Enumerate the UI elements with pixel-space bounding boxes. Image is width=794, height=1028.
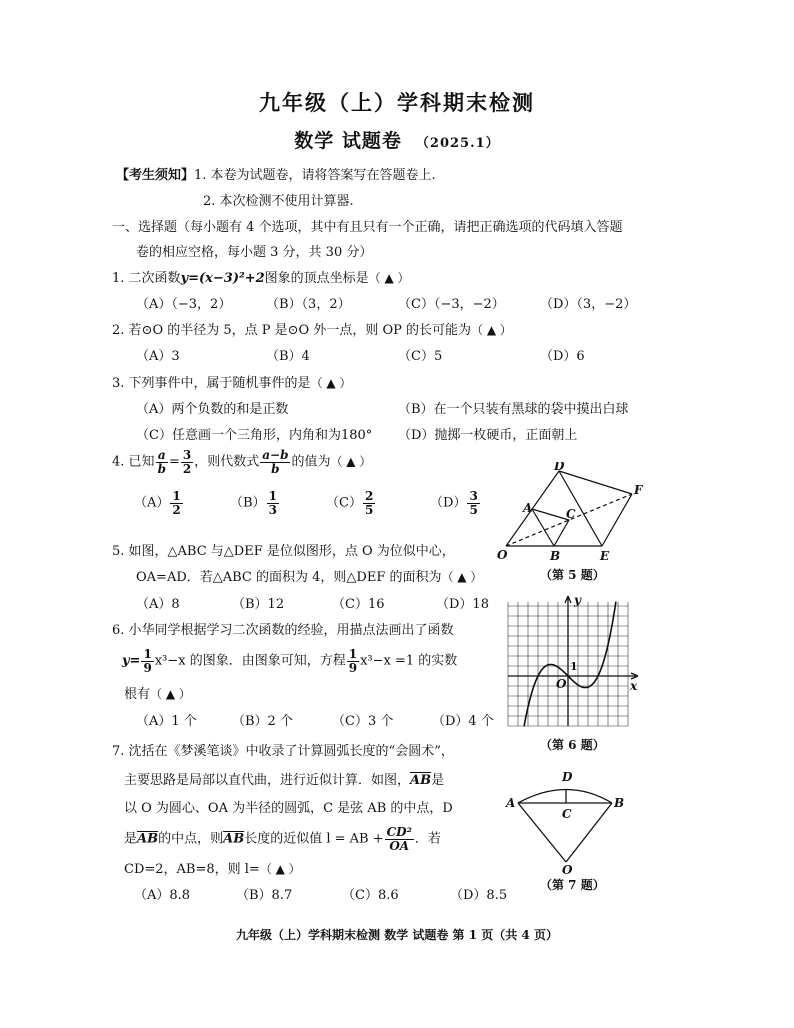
fraction-3-over-2 — [181, 449, 193, 475]
question-3-stem — [112, 372, 351, 391]
numerator: 1 — [143, 647, 152, 661]
arc-ab: $\overline{AB}$ — [223, 831, 245, 847]
question-text: x³−x =1 的实数 — [360, 653, 458, 669]
figure-6 — [504, 592, 646, 732]
denominator: 3 — [268, 502, 277, 517]
numerator: CD² — [386, 825, 412, 839]
option-fraction — [170, 490, 182, 516]
q4-option-d — [430, 490, 481, 516]
q6-option-b: （B）2 个 — [232, 714, 293, 729]
question-text: x³−x 的图象．由图象可知，方程 — [154, 653, 346, 669]
question-text: 沈括在《梦溪笔谈》中收录了计算圆弧长度的“会圆术”， — [128, 744, 454, 759]
q7-option-d: （D）8.5 — [450, 888, 508, 903]
question-text: 如图，△ABC 与△DEF 是位似图形，点 O 为位似中心， — [128, 544, 455, 559]
answer-blank: （ ▲ ） — [259, 862, 301, 876]
figure-7-caption: （第 7 题） — [540, 878, 605, 892]
q2-option-c: （C）5 — [398, 349, 443, 364]
q2-option-d: （D）6 — [540, 349, 585, 364]
question-number: 1. — [112, 271, 125, 286]
question-7-line-4 — [124, 826, 441, 852]
arc-ab: $\overline{AB}$ — [137, 831, 159, 847]
numerator: 1 — [268, 489, 277, 503]
section-heading-line-1: 一、选择题（每小题有 4 个选项，其中有且只有一个正确，请把正确选项的代码填入答题 — [112, 220, 623, 235]
q3-option-b: （B）在一个只装有黑球的袋中摸出白球 — [398, 402, 629, 417]
question-text: ．若 — [414, 831, 441, 847]
q6-option-d: （D）4 个 — [432, 714, 494, 729]
answer-blank: （ ▲ ） — [368, 271, 410, 285]
answer-blank: （ ▲ ） — [330, 454, 372, 469]
denominator: 2 — [182, 461, 192, 476]
q1-option-d: （D）（3，−2） — [540, 297, 637, 312]
question-7-line-3: 以 O 为圆心、OA 为半径的圆弧，C 是弦 AB 的中点，D — [124, 801, 453, 816]
question-text: 二次函数 — [128, 271, 181, 286]
question-text: 图象的顶点坐标是 — [264, 271, 369, 286]
question-6-line-3 — [124, 683, 191, 702]
question-text: 的值为 — [291, 454, 331, 470]
question-text: 的中点，则 — [158, 831, 224, 847]
q1-option-b: （B）（3，2） — [266, 297, 351, 312]
origin-label: O — [556, 677, 567, 691]
exam-subtitle — [0, 126, 794, 153]
answer-blank: （ ▲ ） — [150, 687, 191, 701]
answer-blank: （ ▲ ） — [441, 570, 483, 584]
arc-ab: $\overline{AB}$ — [410, 773, 432, 788]
subject-label: 数学 试题卷 — [294, 130, 402, 152]
label-d: D — [554, 462, 565, 473]
question-5-line-2 — [136, 566, 482, 585]
question-7-line-2 — [124, 769, 444, 788]
fraction-expression — [260, 449, 290, 475]
label-f: F — [634, 483, 643, 497]
question-number: 5. — [112, 544, 125, 559]
axis-label-y: y — [574, 593, 581, 607]
answer-blank: （ ▲ ） — [471, 323, 512, 337]
fraction-cd-squared-over-oa — [385, 826, 414, 852]
radius-ob — [566, 803, 612, 862]
question-2-stem — [112, 319, 512, 338]
exam-title: 九年级（上）学科期末检测 — [259, 90, 535, 115]
q5-option-c: （C）16 — [332, 597, 385, 612]
q5-option-a: （A）8 — [136, 597, 180, 612]
question-4-stem — [112, 449, 371, 475]
label-o: O — [562, 863, 573, 876]
segment-ef — [602, 494, 632, 546]
denominator: OA — [389, 838, 410, 853]
fraction-a-over-b — [156, 449, 168, 475]
q3-option-a: （A）两个负数的和是正数 — [136, 402, 289, 417]
math-expression: y= — [122, 653, 141, 669]
numerator: 1 — [172, 489, 181, 503]
denominator: b — [271, 461, 280, 476]
option-label: （A） — [134, 495, 170, 511]
q1-option-a: （A）（−3，2） — [136, 297, 232, 312]
q6-option-c: （C）3 个 — [332, 714, 394, 729]
denominator: 5 — [469, 502, 478, 517]
q6-option-a: （A）1 个 — [136, 714, 197, 729]
question-6-line-1 — [112, 619, 454, 638]
math-expression: y=(x−3)²+2 — [180, 271, 265, 286]
radius-oa — [518, 803, 566, 862]
notice-label: 【考生须知】 — [116, 168, 195, 183]
q3-option-c: （C）任意画一个三角形，内角和为180° — [136, 428, 373, 443]
figure-5 — [494, 462, 654, 566]
q4-option-a — [134, 490, 184, 516]
numerator: 3 — [182, 448, 192, 462]
question-number: 3. — [112, 376, 125, 391]
numerator: 1 — [348, 647, 358, 661]
option-label: （B） — [230, 495, 266, 511]
question-text: 主要思路是局部以直代曲，进行近似计算．如图， — [124, 773, 411, 788]
question-number: 4. — [112, 454, 125, 470]
question-6-line-2 — [122, 648, 457, 674]
figure-7 — [500, 766, 634, 876]
q3-option-d: （D）抛掷一枚硬币，正面朝上 — [398, 428, 578, 443]
question-number: 6. — [112, 623, 125, 638]
label-d: D — [562, 770, 573, 784]
figure-5-diagram — [494, 462, 654, 566]
section-heading-line-2: 卷的相应空格，每小题 3 分，共 30 分） — [136, 245, 373, 260]
option-fraction — [267, 490, 279, 516]
label-b: B — [550, 549, 561, 563]
q2-option-a: （A）3 — [136, 349, 180, 364]
numerator: a — [156, 449, 168, 463]
q7-option-a: （A）8.8 — [134, 888, 191, 903]
q4-option-b — [230, 490, 280, 516]
label-e: E — [600, 549, 610, 563]
notice-line-1 — [116, 164, 436, 183]
question-text: 下列事件中，属于随机事件的是 — [128, 376, 311, 391]
question-text: 是 — [124, 831, 138, 847]
question-text: ，则代数式 — [194, 454, 260, 470]
option-label: （D） — [430, 495, 467, 511]
question-text: 是 — [431, 773, 445, 788]
answer-blank: （ ▲ ） — [310, 376, 352, 390]
question-text: 小华同学根据学习二次函数的经验，用描点法画出了函数 — [128, 623, 454, 638]
notice-item-1: 1. 本卷为试题卷，请将答案写在答题卷上. — [194, 168, 436, 183]
arc-ab — [518, 790, 612, 804]
q4-option-c — [326, 490, 376, 516]
denominator: 5 — [364, 502, 374, 517]
q5-option-d: （D）18 — [436, 597, 489, 612]
question-number: 7. — [112, 744, 125, 759]
fraction-one-ninth — [141, 648, 153, 674]
label-a: A — [523, 501, 533, 515]
question-text: CD=2，AB=8，则 l= — [124, 862, 260, 877]
q7-option-b: （B）8.7 — [236, 888, 293, 903]
question-1-stem — [112, 267, 410, 286]
numerator: 2 — [364, 489, 374, 503]
exam-year: （2025.1） — [415, 136, 500, 151]
question-text: OA=AD．若△ABC 的面积为 4，则△DEF 的面积为 — [136, 570, 442, 585]
question-text: 根有 — [124, 687, 151, 702]
question-5-line-1 — [112, 540, 455, 559]
fraction-one-ninth — [347, 648, 359, 674]
option-label: （C） — [326, 495, 362, 511]
figure-5-caption: （第 5 题） — [540, 568, 605, 582]
q1-option-c: （C）（−3，−2） — [398, 297, 505, 312]
denominator: b — [157, 461, 166, 476]
numerator: a−b — [262, 448, 289, 462]
option-fraction — [467, 490, 479, 516]
figure-6-caption: （第 6 题） — [540, 738, 605, 752]
label-c: C — [562, 807, 572, 821]
question-7-line-1 — [112, 740, 454, 759]
question-number: 2. — [112, 323, 125, 338]
label-c: C — [566, 507, 576, 521]
question-text: 长度的近似值 l = AB + — [244, 831, 384, 847]
q5-option-b: （B）12 — [232, 597, 285, 612]
equals-sign: = — [168, 454, 180, 470]
page-footer: 九年级（上）学科期末检测 数学 试题卷 第 1 页（共 4 页） — [236, 928, 558, 942]
question-text: 已知 — [128, 454, 155, 470]
option-fraction — [363, 490, 375, 516]
notice-item-2: 2. 本次检测不使用计算器. — [203, 194, 354, 209]
q2-option-b: （B）4 — [266, 349, 310, 364]
axis-label-x: x — [630, 679, 638, 693]
figure-6-graph — [504, 592, 646, 732]
figure-7-diagram — [500, 766, 634, 876]
denominator: 2 — [172, 502, 181, 517]
question-7-line-5 — [124, 858, 301, 877]
denominator: 9 — [143, 660, 152, 675]
denominator: 9 — [348, 660, 358, 675]
numerator: 3 — [469, 489, 478, 503]
label-o: O — [497, 548, 508, 562]
q7-option-c: （C）8.6 — [342, 888, 399, 903]
label-a: A — [506, 796, 516, 810]
label-b: B — [614, 796, 625, 810]
segment-bc — [554, 520, 569, 546]
question-text: 若⊙O 的半径为 5，点 P 是⊙O 外一点，则 OP 的长可能为 — [128, 323, 471, 338]
unit-label: 1 — [570, 660, 578, 673]
